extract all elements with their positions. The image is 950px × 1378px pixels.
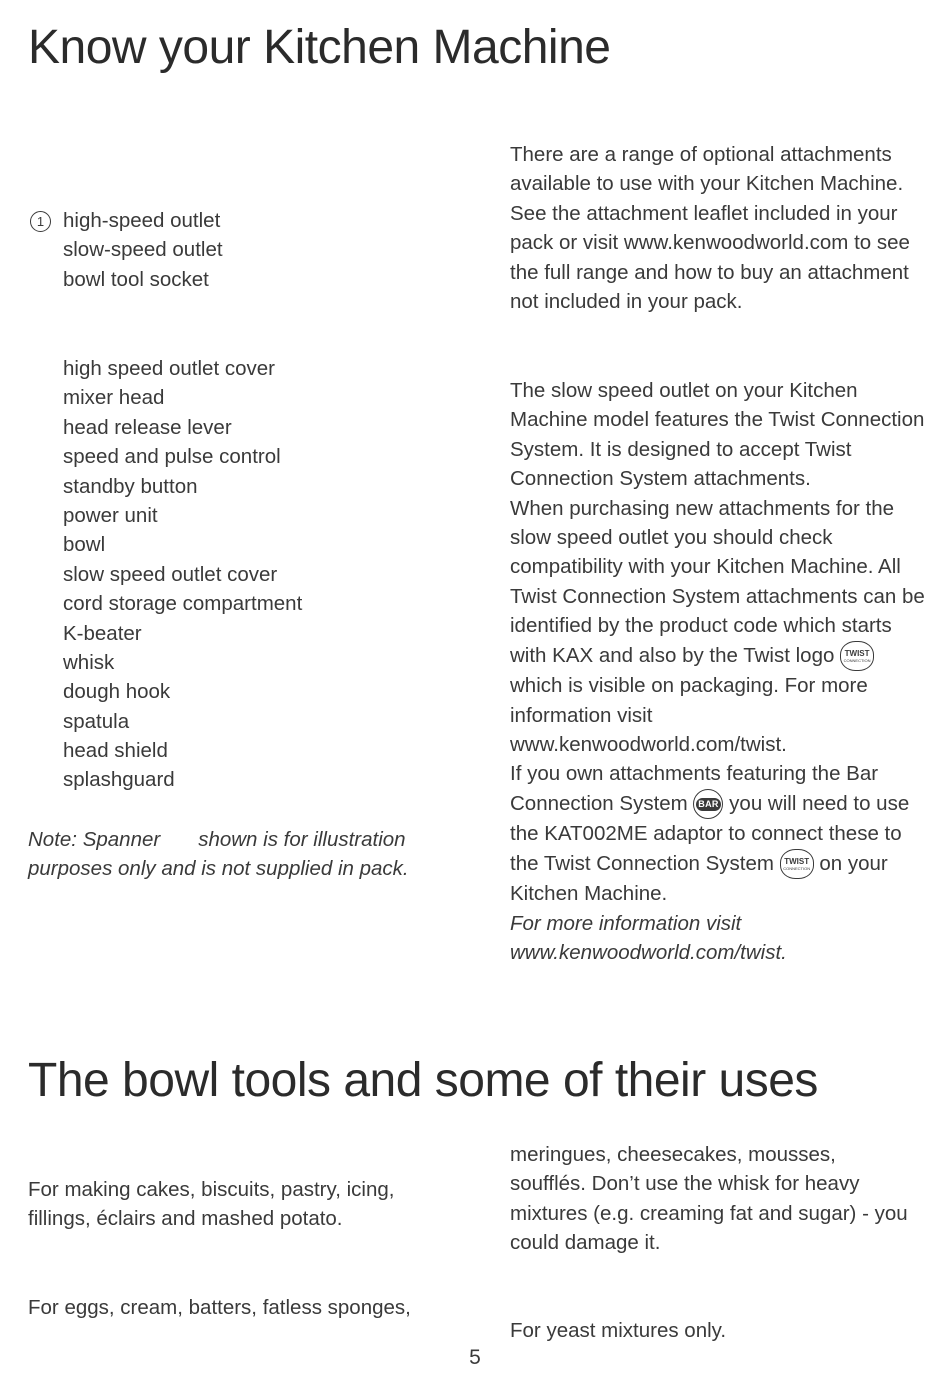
part-list-item: cord storage compartment (63, 592, 303, 616)
part-list-item: bowl (63, 533, 106, 557)
part-list-item: slow speed outlet cover (63, 562, 278, 586)
bar-text-start: If you own attachments featuring the Bar Connection System (510, 762, 879, 815)
page-title: Know your Kitchen Machine (28, 21, 611, 74)
twist-section (510, 376, 928, 968)
kbeater-use-text: For making cakes, biscuits, pastry, icing, fillings, éclairs and mashed potato. (28, 1178, 395, 1231)
bar-logo-word: BAR (698, 799, 719, 810)
dough-hook-use-text: For yeast mixtures only. (510, 1319, 727, 1342)
part-list-item: dough hook (63, 680, 171, 704)
bar-text-middle: you will need to use the KAT002ME adaptor to connect these to the Twist Connection System (510, 791, 910, 875)
twist-compatibility-paragraph (510, 494, 928, 760)
compatibility-text: When purchasing new attachments for the slow speed outlet you should check compatibility with your Kitchen Machine. All Twist Connection System attachments can be identified by the product code which starts with KAX and also by the Twist logo (510, 496, 925, 667)
parts-list (63, 354, 453, 795)
part-list-item: head shield (63, 739, 168, 763)
outlet-list-item: bowl tool socket (63, 267, 209, 291)
part-list-item: spatula (63, 709, 130, 733)
part-list-item: K-beater (63, 621, 142, 645)
twist-logo-sub: CONNECTION (783, 866, 811, 872)
page-number: 5 (469, 1346, 481, 1369)
outlets-list (63, 206, 448, 294)
bar-logo-icon (693, 789, 723, 819)
twist-logo-sub: CONNECTION (843, 658, 871, 664)
section-title-bowl-tools: The bowl tools and some of their uses (28, 1054, 818, 1107)
note-text-end: shown is for illustration purposes only and is not supplied in pack. (28, 828, 409, 881)
outlets-block (28, 206, 448, 294)
part-list-item: high speed outlet cover (63, 357, 275, 380)
part-list-item: standby button (63, 474, 198, 498)
compatibility-text-end: which is visible on packaging. For more information visit www.kenwoodworld.com/twist. (510, 674, 868, 757)
parts-block (63, 354, 453, 795)
whisk-use-text-start: For eggs, cream, batters, fatless sponges, (28, 1296, 411, 1319)
bar-text-end: on your Kitchen Machine. (510, 851, 888, 906)
outlet-list-item: slow-speed outlet (63, 238, 223, 262)
circled-number-icon: 1 (30, 211, 51, 232)
part-list-item: whisk (63, 650, 115, 674)
part-list-item: power unit (63, 503, 158, 527)
twist-logo-word: TWIST (784, 857, 810, 867)
twist-logo-word: TWIST (844, 649, 870, 659)
note-text-start: Note: Spanner (28, 828, 161, 851)
attachments-paragraph: There are a range of optional attachments available to use with your Kitchen Machine. See the attachment leaflet included in your pack or visit www.kenwoodworld.com to see the full range and how to buy an attachment not included in your pack. (510, 143, 910, 314)
part-list-item: splashguard (63, 768, 175, 792)
outlet-list-item: high-speed outlet (63, 209, 221, 232)
whisk-use-text-continued: meringues, cheesecakes, mousses, soufflés. Don’t use the whisk for heavy mixtures (e.g. creaming fat and sugar) - you could damage it. (510, 1143, 908, 1255)
twist-logo-icon (840, 641, 874, 671)
bar-adaptor-paragraph (510, 759, 928, 908)
part-list-item: mixer head (63, 386, 165, 410)
twist-logo-icon (780, 849, 814, 879)
spanner-note (28, 825, 438, 884)
part-list-item: speed and pulse control (63, 445, 281, 469)
part-list-item: head release lever (63, 415, 232, 439)
twist-intro-paragraph: The slow speed outlet on your Kitchen Machine model features the Twist Connection System. It is designed to accept Twist Connection System attachments. (510, 379, 925, 491)
more-info-note: For more information visit www.kenwoodworld.com/twist. (510, 911, 787, 965)
